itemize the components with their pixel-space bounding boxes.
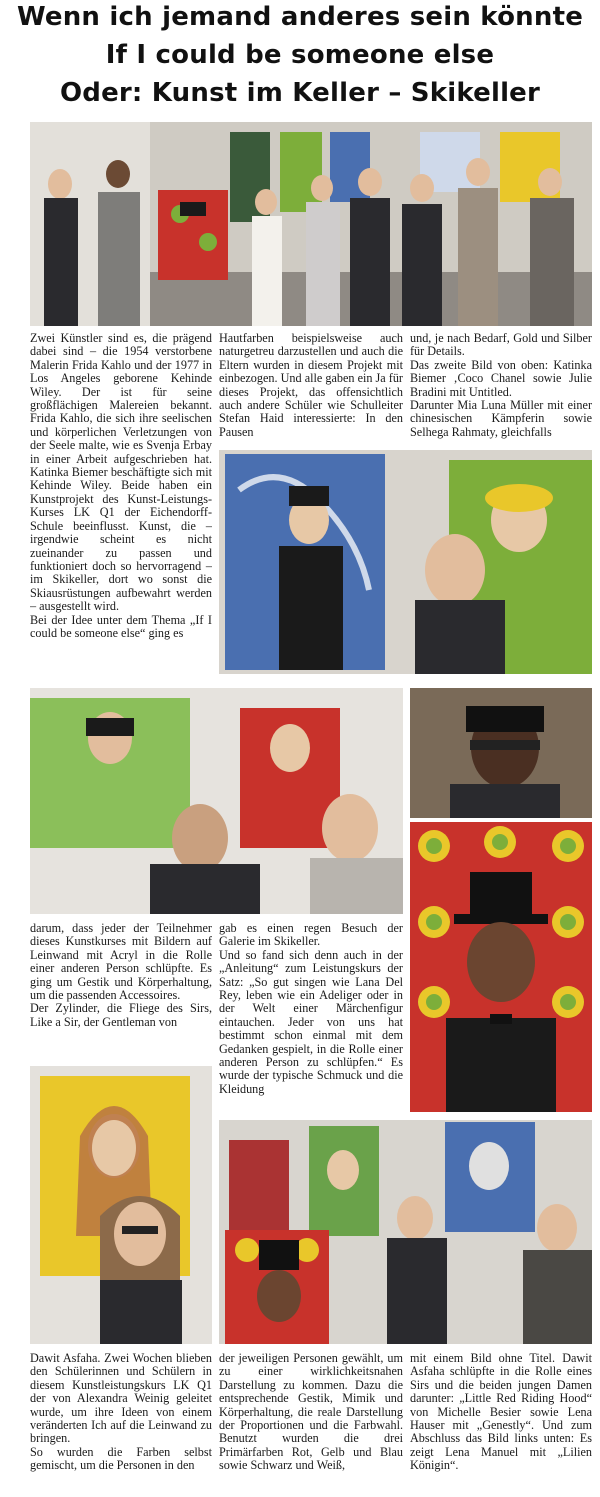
article-col-1a: Zwei Künstler sind es, die prägend dabei sind – die 1954 verstorbene Malerin Frida Kahlo und der 1977 in Los Angeles geborene Kehinde Wiley. Der ist für seine großflächigen Malereien bekannt. Frida Kahlo, die sich ihre seelischen und körperlichen Verletzungen von der Seele malte, wie es Svenja Erbay in einer Arbeit aufgeschrieben hat. Katinka Biemer beschäftigte sich mit Kehinde Wiley. Beide haben ein Kunstprojekt des Kunst-Leistungs-Kurses LK Q1 der Eichendorff-Schule beeinflusst. Kunst, die – irgendwie scheint es nicht zueinander zu passen und funktioniert doch so hervorragend – im Skikeller, dort wo sonst die Skiausrüstungen aufbewahrt werden – ausgestellt wird. Bei der Idee unter dem Thema „If I could be someone else“ ging es [30, 332, 212, 640]
photo-students-laughing [30, 688, 403, 914]
headline-english: If I could be someone else [105, 40, 495, 70]
headline-german: Wenn ich jemand anderes sein könnte [16, 2, 584, 32]
article-col-1c: und, je nach Bedarf, Gold und Silber für Details. Das zweite Bild von oben: Katinka Biemer ‚Coco Chanel sowie Julie Bradini mit Untitled. Darunter Mia Luna Müller mit einer chinesischen Kämpferin sowie Selhega Rahmaty, gleichfalls [410, 332, 592, 439]
headline-subtitle: Oder: Kunst im Keller – Skikeller [59, 78, 541, 108]
article-col-3a: Dawit Asfaha. Zwei Wochen blieben den Schülerinnen und Schülern in diesem Kunstleistungskurs LK Q1 der von Alexandra Weinig geleitet wurde, um ihre Ideen von einem veränderten Ich auf die Leinwand zu bringen. So wurden die Farben selbst gemischt, um die Personen in den [30, 1352, 212, 1473]
article-col-1a-end: Bei der Idee unter dem Thema „If I could be someone else“ ging es [30, 612, 212, 640]
article-col-3b: der jeweiligen Personen gewählt, um zu einer wirklichkeitsnahen Darstellung zu kommen. Dazu die entsprechende Gestik, Mimik und Körperhaltung, die reale Darstellung der Proportionen und die Farbwahl. Benutzt wurden die drei Primärfarben Rot, Gelb und Blau sowie Schwarz und Weiß, [219, 1352, 403, 1473]
article-col-1b: Hautfarben beispielsweise auch naturgetreu darzustellen und auch die Eltern wurden in diesem Projekt mit einbezogen. Und alle gaben ein Ja für dieses Projekt, das offensichtlich auch andere Schüler wie Schulleiter Stefan Haid interessierte: In den Pausen [219, 332, 403, 439]
article-col-2b: gab es einen regen Besuch der Galerie im Skikeller. Und so fand sich denn auch in der „Anleitung“ zum Leistungskurs der Satz: „So gut singen wie Lana Del Rey, leben wie ein Adeliger oder in der Welt einer Märchenfigur eintauchen. Jeder von uns hat bestimmt schon einmal mit dem Gedanken gespielt, in die Rolle einer anderen Person zu schlüpfen.“ Es wurde der typische Schmuck und die Kleidung [219, 922, 403, 1096]
photo-lilien-koenigin [30, 1066, 212, 1344]
photo-students-paintings [219, 1120, 592, 1344]
photo-dawit-portrait [410, 688, 592, 818]
photo-group-students [30, 122, 592, 326]
article-col-3c: mit einem Bild ohne Titel. Dawit Asfaha schlüpfte in die Rolle eines Sirs und die beiden jungen Damen darunter: „Little Red Riding Hood“ von Michelle Besier sowie Lena Hauser mit „Genestly“. Und zum Abschluss das Bild links unten: Es zeigt Lena Manuel mit „Lilien Königin“. [410, 1352, 592, 1473]
article-col-2a: darum, dass jeder der Teilnehmer dieses Kunstkurses mit Bildern auf Leinwand mit Acryl in die Rolle einer anderen Person schlüpfte. Es ging um Gestik und Körperhaltung, um die passenden Accessoires. Der Zylinder, die Fliege des Sirs, Like a Sir, der Gentleman von [30, 922, 212, 1029]
photo-coco-chanel [219, 450, 592, 674]
photo-like-a-sir-painting [410, 822, 592, 1112]
